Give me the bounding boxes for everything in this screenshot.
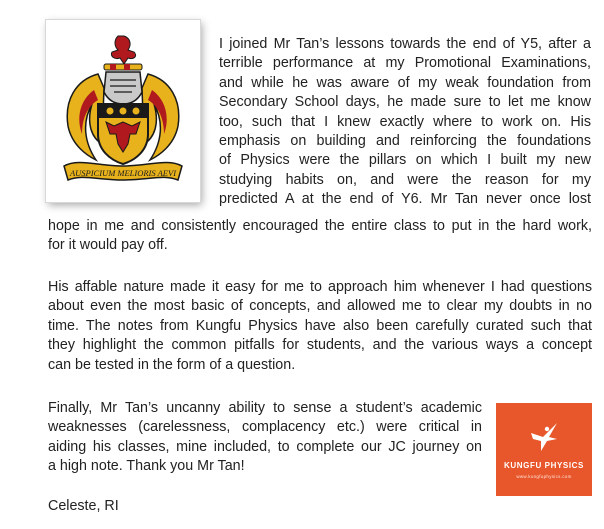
text-line: terrible performance at my Promotional Examinations, — [219, 55, 591, 72]
logo-name: KUNGFU PHYSICS — [504, 461, 584, 470]
text-line: aiding his classes, mine included, to complete our JC journey on — [48, 438, 482, 455]
text-line: Finally, Mr Tan’s uncanny ability to sense a student’s academic — [48, 400, 482, 416]
text-line: hope in me and consistently encouraged the entire class to put in the hard work, — [48, 218, 592, 234]
text-line: His affable nature made it easy for me to approach him whenever I had questions — [48, 279, 592, 295]
text-line: they highlight the common pitfalls for students, and the various ways a concept — [48, 337, 592, 354]
text-line: predicted A at the end of Y6. Mr Tan never once lost — [219, 191, 591, 208]
text-line: of Physics were the pillars on which I built my new — [219, 152, 591, 169]
logo-url: www.kungfuphysics.com — [516, 474, 572, 479]
text-line: for it would pay off. — [48, 237, 168, 254]
text-line: emphasis on building and reinforcing the foundations — [219, 133, 591, 150]
text-line: I joined Mr Tan’s lessons towards the end of Y5, after a — [219, 36, 591, 52]
text-line: can be tested in the form of a question. — [48, 356, 296, 373]
text-line: and while he was aware of my weak foundation from — [219, 74, 591, 91]
paragraph-2 — [48, 278, 592, 375]
text-line: about even the most basic of concepts, and allowed me to clear my doubts in no — [48, 298, 592, 315]
text-line: weaknesses (carelessness, complacency etc.) were critical in — [48, 419, 482, 436]
crest-motto: AUSPICIUM MELIORIS AEVI — [69, 168, 177, 178]
kungfu-physics-logo — [496, 403, 592, 496]
text-line: a high note. Thank you Mr Tan! — [48, 458, 245, 475]
paragraph-1-wrapped — [219, 35, 591, 210]
school-crest-icon — [58, 30, 188, 192]
text-line: Secondary School days, he made sure to let me know — [219, 94, 591, 111]
paragraph-1-continued — [48, 217, 592, 256]
school-crest-frame — [46, 20, 200, 202]
text-line: too, such that I knew exactly where to work on. His — [219, 113, 591, 130]
text-line: time. The notes from Kungfu Physics have also been carefully curated such that — [48, 317, 592, 334]
paragraph-3 — [48, 399, 482, 477]
signature: Celeste, RI — [48, 498, 119, 514]
bird-logo-icon — [527, 419, 561, 453]
text-line: studying habits on, and were the reason for my — [219, 171, 591, 188]
